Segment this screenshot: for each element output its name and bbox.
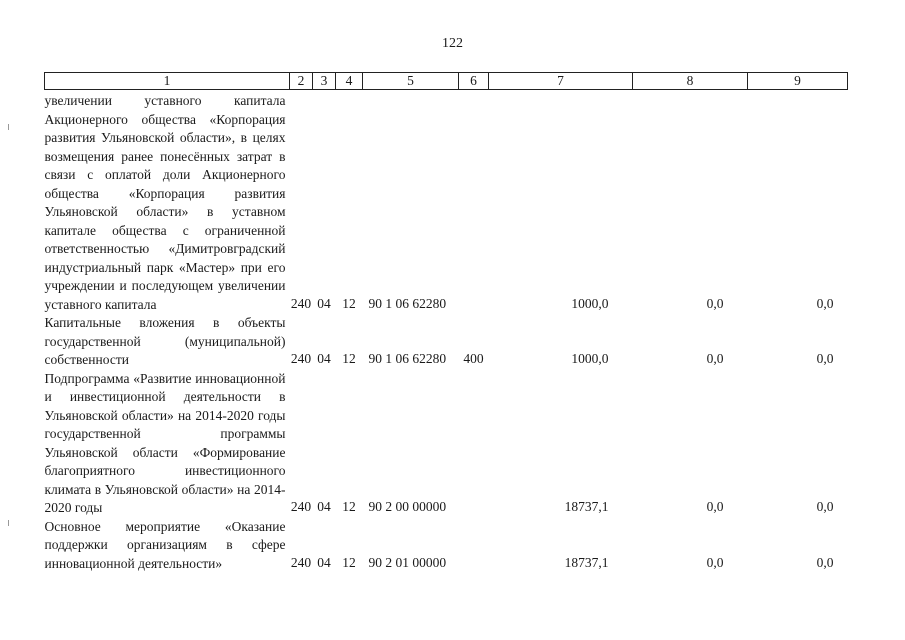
header-row (45, 73, 848, 90)
table-row (45, 314, 848, 370)
cell-amount-2019: 0,0 (816, 295, 834, 311)
cell-section: 04 (317, 499, 331, 514)
row-description: увеличении уставного капитала Акционерного общества «Корпорация развития Ульяновской области», в целях возмещения ранее понесённых затрат в связи с оплатой доли Акционерного общества «Корпорация развития Ульяновской области» в уставном капитале общества с ограниченной ответственностью «Димитровградский индустриальный парк «Мастер» при его учреждении и последующем увеличении уставного капитала (44, 93, 286, 312)
header-col-1: 1 (45, 73, 290, 90)
cell-amount-2017: 1000,0 (571, 295, 609, 311)
cell-expense-type (459, 518, 489, 574)
cell-amount-2017: 18737,1 (564, 499, 609, 514)
cell-expense-type (459, 370, 489, 518)
cell-chapter: 240 (290, 295, 312, 311)
cell-target-article: 90 2 01 00000 (368, 554, 447, 570)
header-col-4: 4 (336, 73, 363, 90)
cell-amount-2018: 0,0 (706, 295, 724, 311)
cell-target-article: 90 1 06 62280 (368, 351, 447, 366)
page-number: 122 (442, 36, 463, 51)
header-col-7: 7 (489, 73, 633, 90)
cell-section: 04 (317, 295, 331, 311)
cell-chapter: 240 (290, 351, 312, 366)
cell-subsection: 12 (342, 499, 356, 514)
row-description: Подпрограмма «Развитие инновационной и инвестиционной деятельности в Ульяновской области» на 2014-2020 годы государственной программы Ульяновской области «Формирование благоприятного инвестиционного климата в Ульяновской области» на 2014-2020 годы (44, 370, 286, 515)
cell-chapter: 240 (290, 499, 312, 514)
cell-chapter: 240 (290, 554, 312, 570)
scan-speck (8, 124, 9, 130)
table-row (45, 518, 848, 574)
cell-amount-2018: 0,0 (706, 499, 724, 514)
cell-amount-2019: 0,0 (816, 499, 834, 514)
header-col-8: 8 (633, 73, 748, 90)
cell-subsection: 12 (342, 351, 356, 366)
cell-subsection: 12 (342, 295, 356, 311)
row-description: Капитальные вложения в объекты государственной (муниципальной) собственности (44, 315, 286, 367)
cell-amount-2017: 18737,1 (564, 554, 609, 570)
header-col-6: 6 (459, 73, 489, 90)
cell-expense-type (459, 92, 489, 314)
table-row (45, 92, 848, 314)
cell-expense-type: 400 (463, 351, 484, 366)
cell-amount-2018: 0,0 (706, 351, 724, 366)
header-col-5: 5 (363, 73, 459, 90)
cell-amount-2018: 0,0 (706, 554, 724, 570)
cell-section: 04 (317, 554, 331, 570)
header-col-9: 9 (748, 73, 848, 90)
cell-section: 04 (317, 351, 331, 366)
budget-table (44, 72, 848, 573)
table-row (45, 370, 848, 518)
cell-target-article: 90 1 06 62280 (368, 295, 447, 311)
row-description: Основное мероприятие «Оказание поддержки организациям в сфере инновационной деятельности» (44, 518, 286, 571)
scan-speck (8, 520, 9, 526)
header-col-3: 3 (313, 73, 336, 90)
cell-subsection: 12 (342, 554, 356, 570)
cell-amount-2017: 1000,0 (571, 351, 609, 366)
cell-target-article: 90 2 00 00000 (368, 499, 447, 514)
cell-amount-2019: 0,0 (816, 554, 834, 570)
header-col-2: 2 (290, 73, 313, 90)
cell-amount-2019: 0,0 (816, 351, 834, 366)
